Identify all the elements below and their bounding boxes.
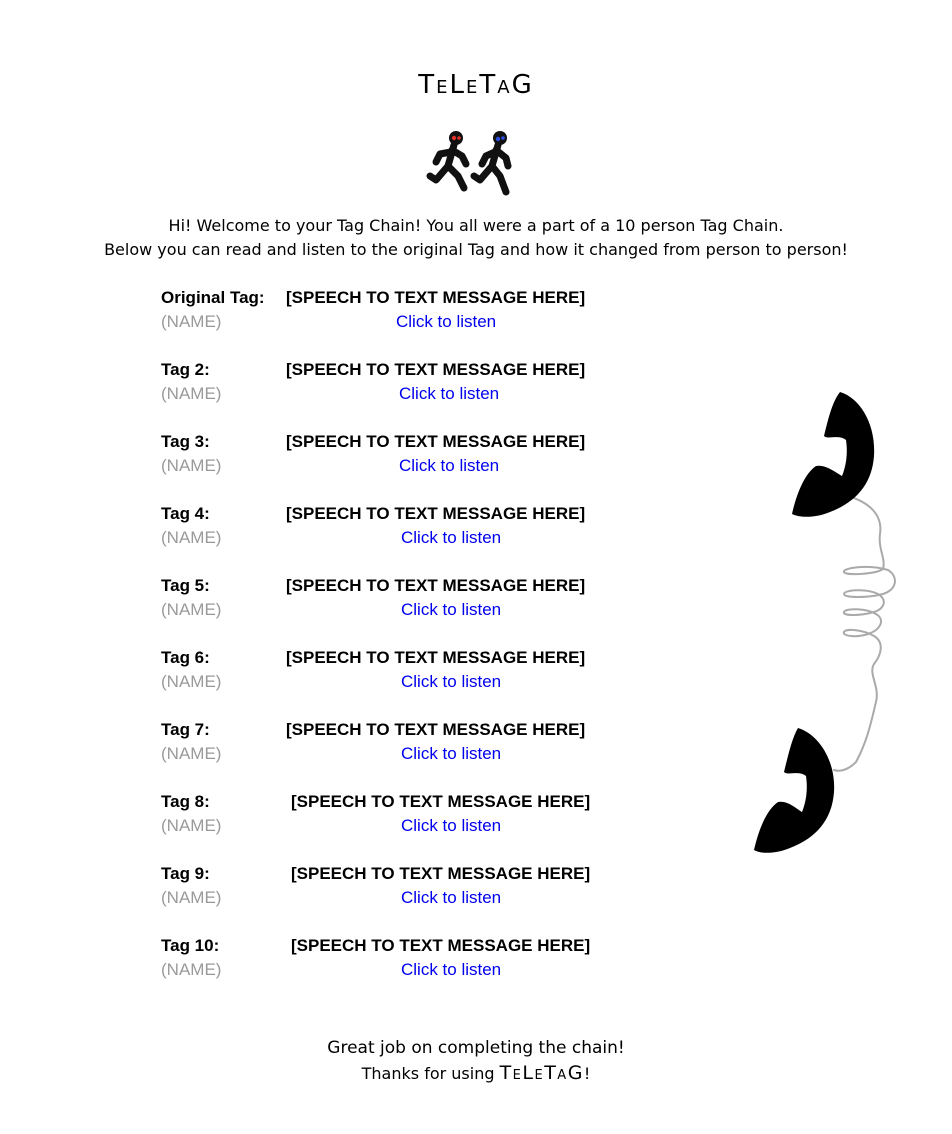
tag-name: (NAME) [161,600,222,619]
running-figures-icon [424,126,520,198]
outro-thanks [0,1060,952,1087]
tag-name: (NAME) [161,456,222,475]
tag-row [161,718,641,768]
outro-text [0,1036,952,1087]
tag-name: (NAME) [161,816,222,835]
tag-message: [SPEECH TO TEXT MESSAGE HERE] [291,864,591,883]
outro-thanks-prefix: Thanks for using [361,1064,500,1083]
tag-label: Original Tag: [161,288,265,307]
intro-text [0,214,952,262]
tag-message: [SPEECH TO TEXT MESSAGE HERE] [286,360,586,379]
tag-name: (NAME) [161,960,222,979]
outro-brand-logo: TeLeTaG [499,1062,584,1084]
handset-top-icon [792,392,874,517]
tag-row [161,646,641,696]
handset-bottom-icon [754,728,834,853]
tag-name: (NAME) [161,672,222,691]
tag-row [161,790,641,840]
click-to-listen-link[interactable]: Click to listen [401,960,502,979]
tag-message: [SPEECH TO TEXT MESSAGE HERE] [286,288,586,307]
tag-label: Tag 5: [161,576,210,595]
outro-thanks-suffix: ! [583,1064,591,1083]
click-to-listen-link[interactable]: Click to listen [401,672,502,691]
tag-label: Tag 3: [161,432,210,451]
click-to-listen-link[interactable]: Click to listen [399,456,500,475]
tag-message: [SPEECH TO TEXT MESSAGE HERE] [286,432,586,451]
tag-name: (NAME) [161,744,222,763]
tag-row [161,430,641,480]
click-to-listen-link[interactable]: Click to listen [401,888,502,907]
tag-row [161,934,641,984]
tag-row [161,286,641,336]
tag-message: [SPEECH TO TEXT MESSAGE HERE] [291,936,591,955]
tag-message: [SPEECH TO TEXT MESSAGE HERE] [286,576,586,595]
tag-label: Tag 6: [161,648,210,667]
click-to-listen-link[interactable]: Click to listen [401,816,502,835]
tag-message: [SPEECH TO TEXT MESSAGE HERE] [286,648,586,667]
click-to-listen-link[interactable]: Click to listen [401,744,502,763]
intro-line-2: Below you can read and listen to the original Tag and how it changed from person to person! [104,240,848,259]
tag-name: (NAME) [161,888,222,907]
tag-label: Tag 4: [161,504,210,523]
tag-message: [SPEECH TO TEXT MESSAGE HERE] [286,720,586,739]
tag-label: Tag 8: [161,792,210,811]
tag-message: [SPEECH TO TEXT MESSAGE HERE] [291,792,591,811]
outro-congrats: Great job on completing the chain! [327,1038,625,1058]
tag-name: (NAME) [161,384,222,403]
tag-row [161,862,641,912]
tag-row [161,358,641,408]
tag-name: (NAME) [161,312,222,331]
runner-left-icon [430,131,466,188]
tag-label: Tag 10: [161,936,220,955]
click-to-listen-link[interactable]: Click to listen [401,600,502,619]
intro-line-1: Hi! Welcome to your Tag Chain! You all were a part of a 10 person Tag Chain. [168,216,784,235]
tag-row [161,574,641,624]
tag-label: Tag 2: [161,360,210,379]
runner-right-icon [474,131,508,192]
tag-message: [SPEECH TO TEXT MESSAGE HERE] [286,504,586,523]
phone-cord-icon [834,496,895,771]
tag-name: (NAME) [161,528,222,547]
click-to-listen-link[interactable]: Click to listen [396,312,497,331]
teletag-logo: TeLeTaG [418,70,534,100]
tag-row [161,502,641,552]
tag-label: Tag 7: [161,720,210,739]
tag-label: Tag 9: [161,864,210,883]
click-to-listen-link[interactable]: Click to listen [401,528,502,547]
click-to-listen-link[interactable]: Click to listen [399,384,500,403]
telephone-handset-icon [748,384,908,860]
